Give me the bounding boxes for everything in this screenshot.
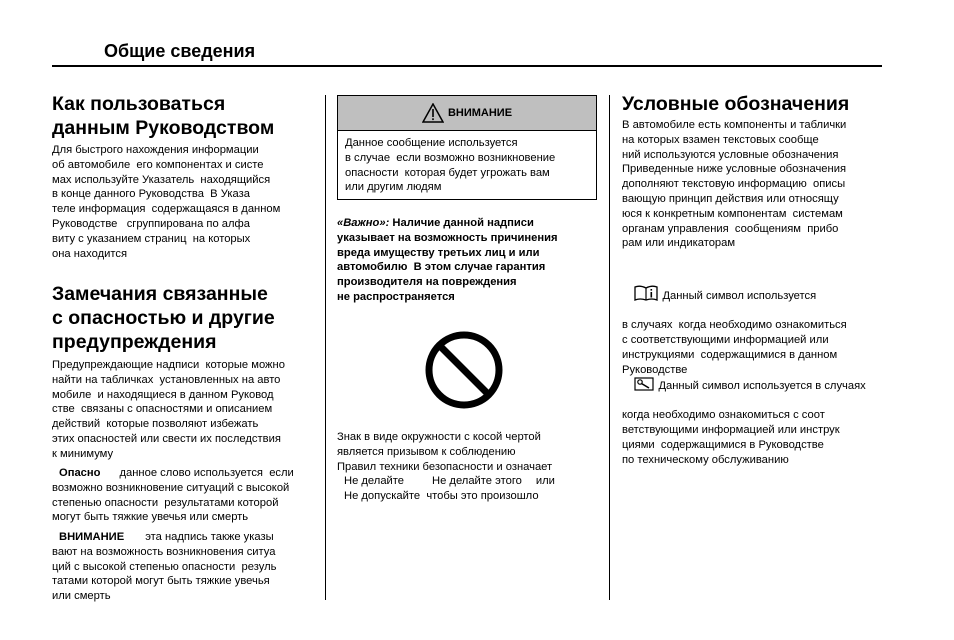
- manual-symbol-paragraph: Данный символ используется в случаях когда необходимо ознакомиться с соответствующими информацией или инструкциями содержащимися в данном Руководстве: [622, 270, 847, 378]
- prohibition-sign-paragraph: Знак в виде окружности с косой чертой является призывом к соблюдению Правил техники безопасности и означает Не делайте Не делайте этого или Не допускайте чтобы это произошло: [337, 431, 555, 503]
- how-to-use-paragraph: Для быстрого нахождения информации об автомобиле его компонентах и систе мах используйте Указатель находящийся в конце данного Руководства В Указа теле информация содержащаяся в данном Руководстве сгруппирована по алфа виту с указанием страниц на которых она находится: [52, 144, 281, 260]
- service-manual-symbol-paragraph: Данный символ используется в случаях когда необходимо ознакомиться с соот ветствующими информацией или инструк циями содержащимися в Руководстве по техническому обслуживанию: [622, 362, 866, 468]
- warning-triangle-icon: [422, 103, 444, 123]
- danger-paragraph: Опасно данное слово используется если возможно возникновение ситуаций с высокой степенью опасности результатами которой могут быть тяжкие увечья или смерть: [52, 467, 294, 524]
- important-paragraph: «Важно»: Наличие данной надписи указывает на возможность причинения вреда имуществу третьих лиц и или автомобилю В этом случае гарантия производителя на повреждения не распространяется: [337, 217, 558, 303]
- header-rule: [52, 65, 882, 67]
- section-heading-symbols: Условные обозначения: [622, 93, 850, 115]
- important-label: «Важно»:: [337, 217, 390, 229]
- service-manual-wrench-icon: [634, 377, 654, 391]
- column-divider-1: [325, 95, 326, 600]
- warning-box: [337, 95, 597, 200]
- warning-box-header: [338, 96, 596, 131]
- warning-box-text: Данное сообщение используется в случае если возможно возникновение опасности которая будет угрожать вам или другим людям: [345, 137, 556, 194]
- column-divider-2: [609, 95, 610, 600]
- warning-term: ВНИМАНИЕ: [59, 531, 125, 543]
- section-heading-hazard-notes: Замечания связанные с опасностью и другие предупреждения: [52, 283, 275, 353]
- danger-term: Опасно: [59, 467, 101, 479]
- prohibition-sign-icon: [424, 330, 504, 410]
- warning-paragraph: ВНИМАНИЕ эта надпись также указы вают на возможность возникновения ситуа ций с высокой степенью опасности резуль татами которой могут быть тяжкие увечья или смерть: [52, 531, 277, 603]
- symbols-paragraph: В автомобиле есть компоненты и таблички на которых взамен текстовых сообще ний используются условные обозначения Приведенные ниже условные обозначения дополняют текстовую информацию описы вающую принцип действия или относящу юся к конкретным компонентам системам органам управления сообщениям прибо рам или индикаторам: [622, 119, 847, 250]
- hazard-notes-paragraph: Предупреждающие надписи которые можно найти на табличках установленных на авто мобиле и находящиеся в данном Руковод стве связаны с опасностями и описанием действий которые позволяют избежать этих опасностей или свести их последствия к минимуму: [52, 359, 285, 460]
- owner-manual-book-icon: [634, 285, 658, 301]
- warning-box-label: ВНИМАНИЕ: [447, 107, 513, 119]
- section-heading-how-to-use: Как пользоваться данным Руководством: [52, 93, 275, 139]
- page-title: Общие сведения: [104, 41, 256, 61]
